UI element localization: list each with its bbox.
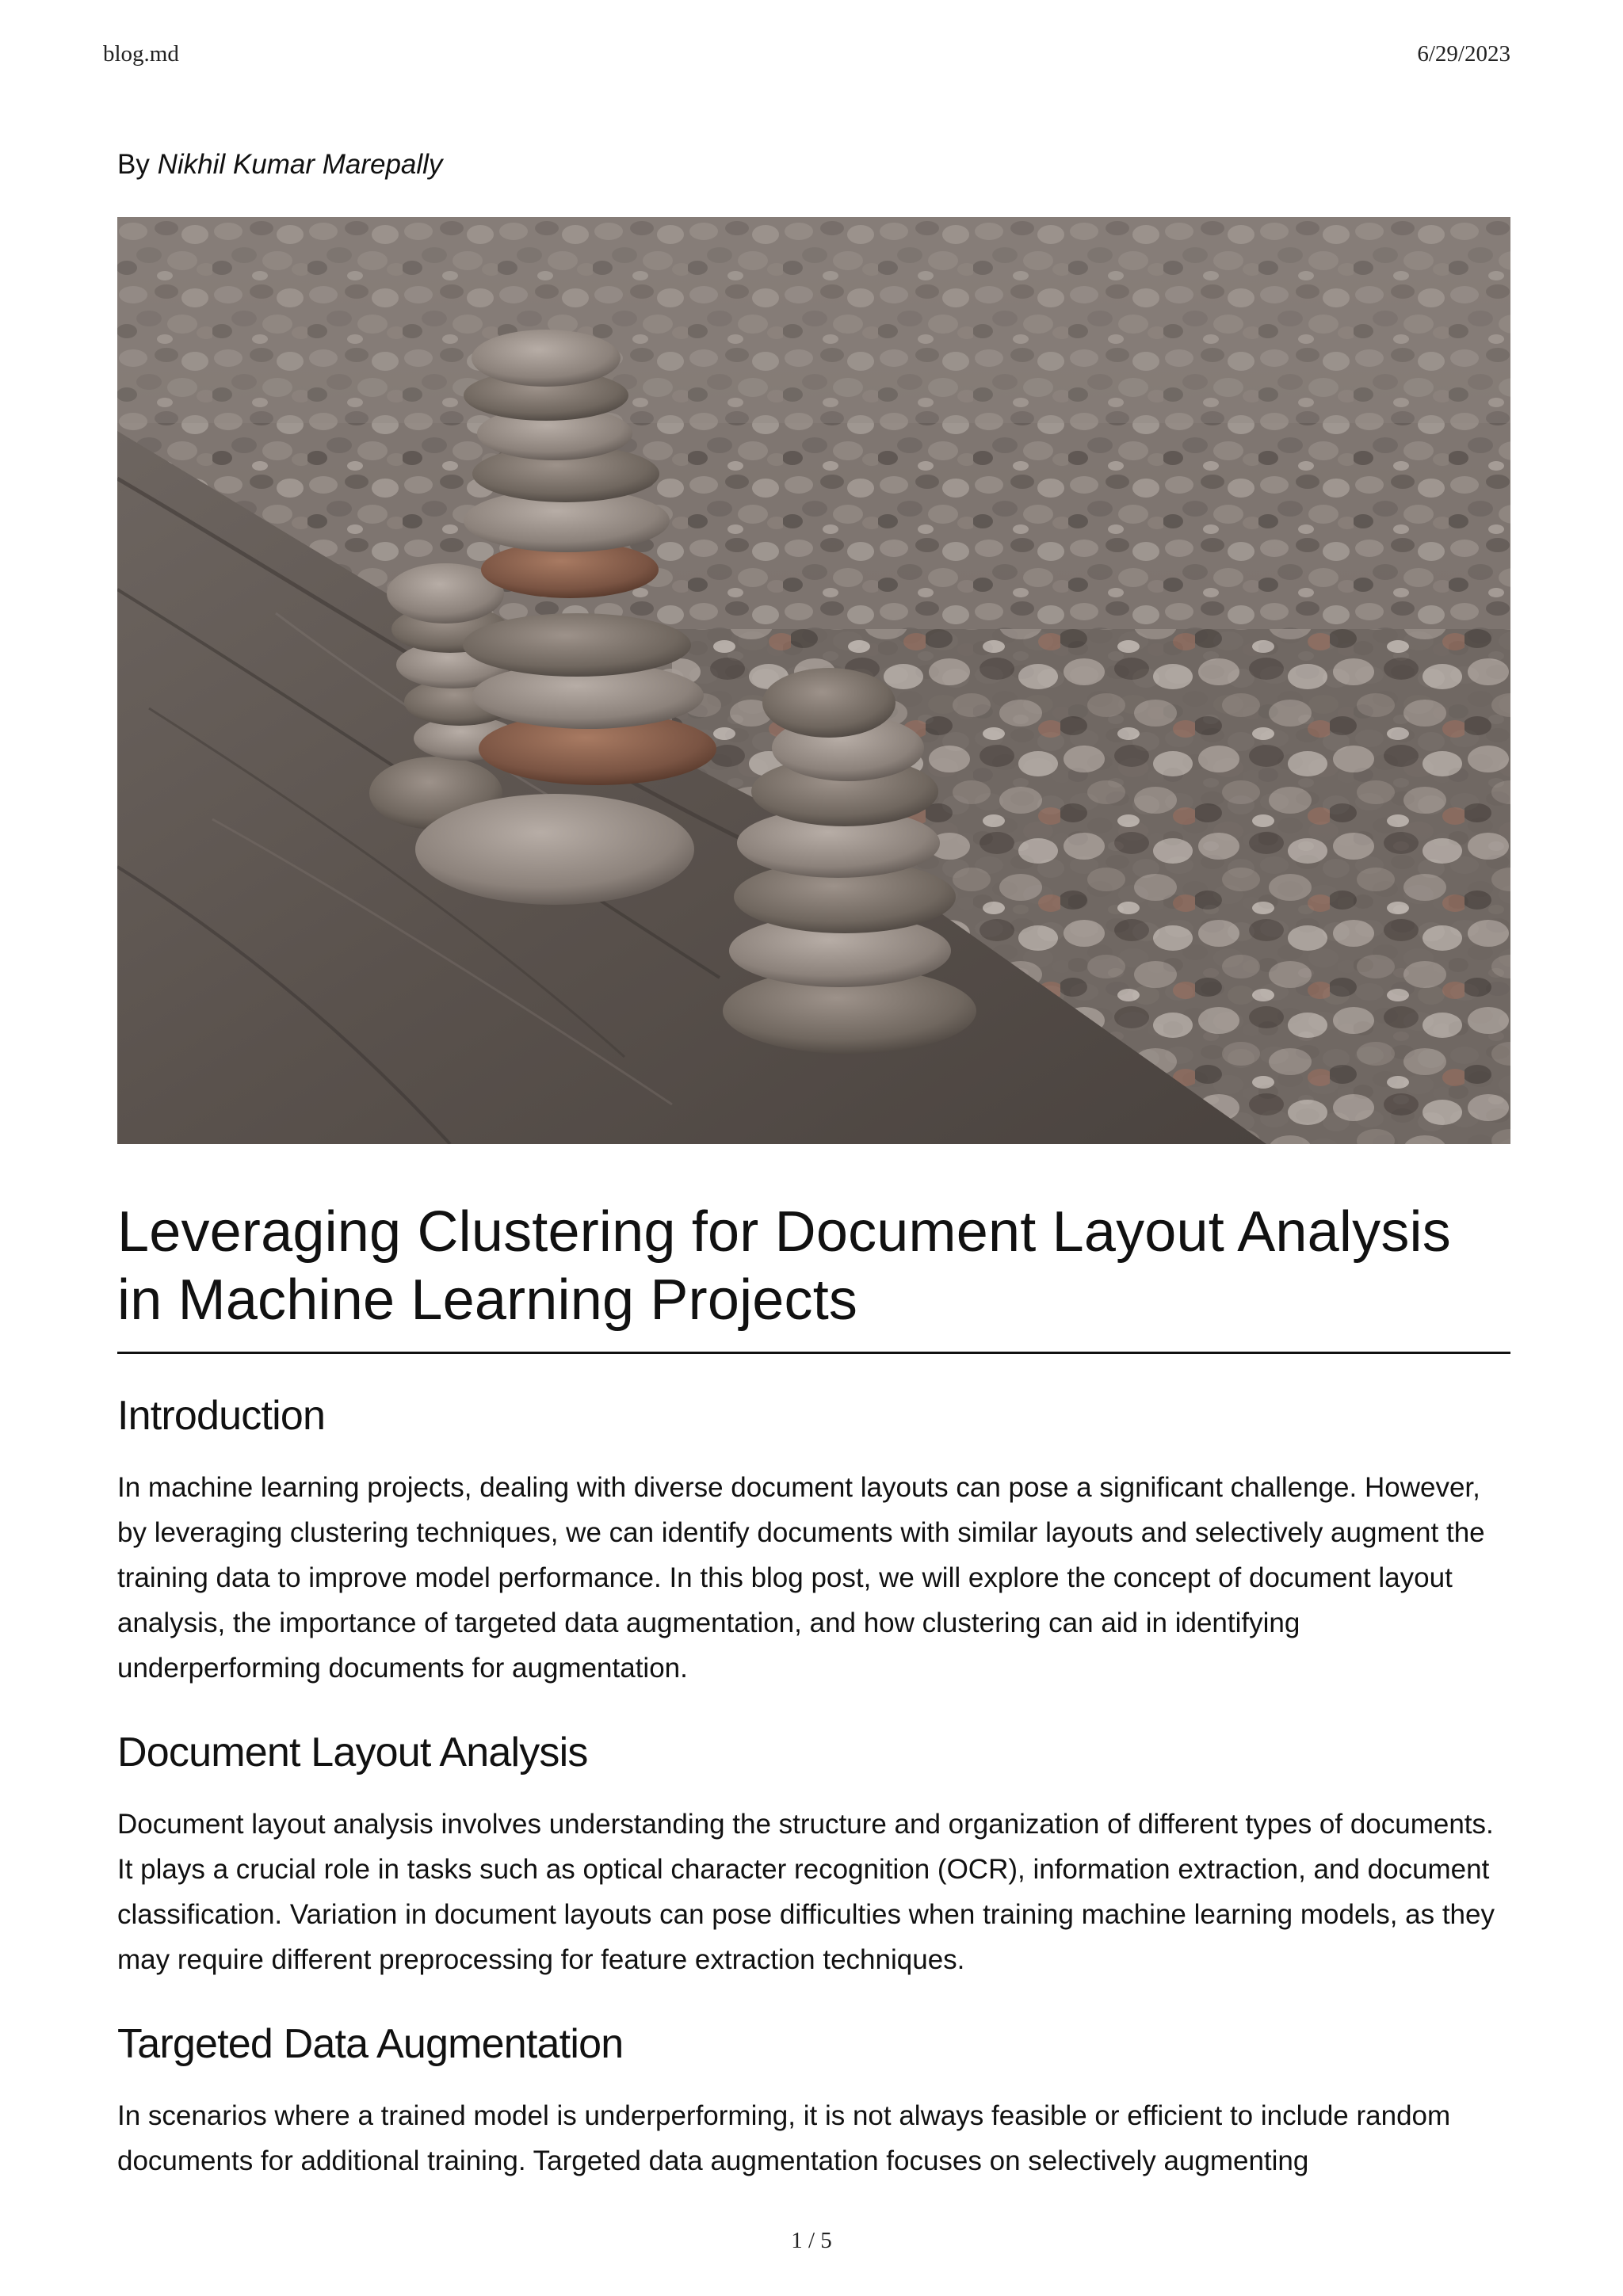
print-header	[103, 41, 1520, 73]
section-body-introduction: In machine learning projects, dealing with diverse document layouts can pose a significant challenge. However, by leveraging clustering techniques, we can identify documents with similar layouts and selectively augment the training data to improve model performance. In this blog post, we will explore the concept of document layout analysis, the importance of targeted data augmentation, and how clustering can aid in identifying underperforming documents for augmentation.	[117, 1472, 1485, 1684]
article	[117, 143, 1510, 2183]
section-heading-targeted-data-augmentation: Targeted Data Augmentation	[117, 2021, 624, 2067]
section-body-targeted-data-augmentation: In scenarios where a trained model is underperforming, it is not always feasible or efficient to include random documents for additional training. Targeted data augmentation focuses on selectively augmenting	[117, 2100, 1451, 2176]
article-title: Leveraging Clustering for Document Layout Analysis in Machine Learning Projects	[117, 1198, 1510, 1354]
header-date: 6/29/2023	[1417, 41, 1510, 67]
stacked-stones-photo-icon	[117, 217, 1510, 1144]
byline	[117, 143, 1510, 187]
byline-author: Nikhil Kumar Marepally	[157, 149, 443, 180]
section-heading-document-layout-analysis: Document Layout Analysis	[117, 1730, 588, 1775]
hero-image	[117, 217, 1510, 1144]
section-heading-introduction: Introduction	[117, 1393, 326, 1439]
page-number: 1 / 5	[791, 2228, 832, 2253]
section-body-document-layout-analysis: Document layout analysis involves understanding the structure and organization of different types of documents. It plays a crucial role in tasks such as optical character recognition (OCR), information extraction, and document classification. Variation in document layouts can pose difficulties when training machine learning models, as they may require different preprocessing for feature extraction techniques.	[117, 1809, 1495, 1975]
byline-prefix: By	[117, 149, 150, 180]
header-filename: blog.md	[103, 41, 179, 67]
